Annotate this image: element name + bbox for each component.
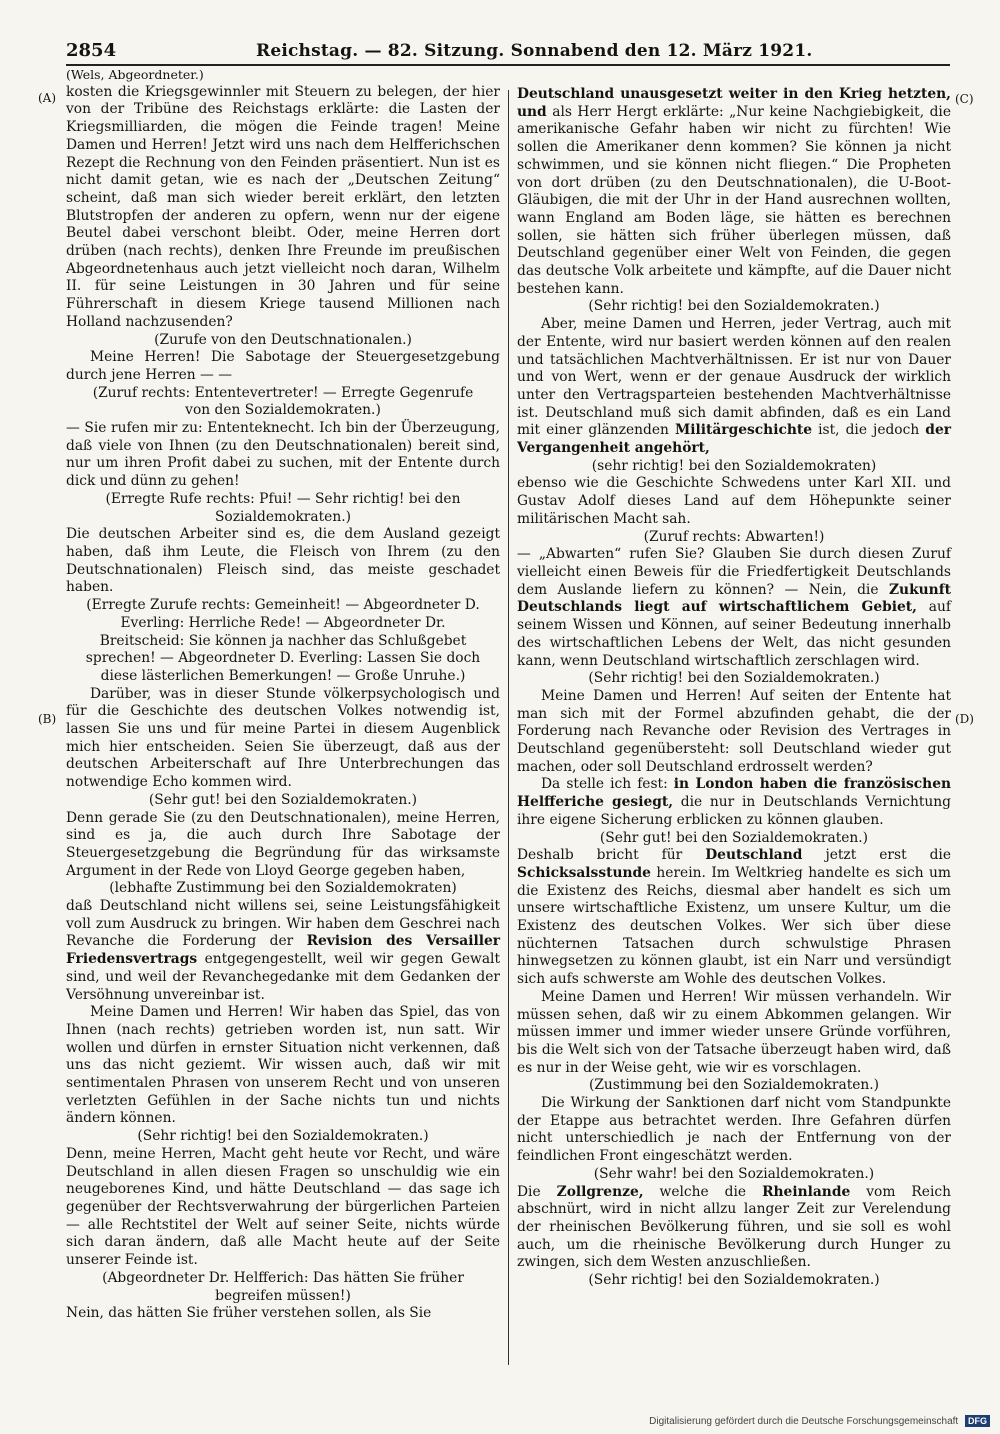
emphasis-text: in London haben die französischen Helfferiche gesiegt, bbox=[517, 776, 952, 811]
paragraph: Nein, das hätten Sie früher verstehen sollen, als Sie bbox=[66, 1305, 432, 1322]
paragraph: Meine Damen und Herren! Auf seiten der Entente hat man sich mit der Formel abzufinden gehabt, die der Forderung nach Revanche oder Revision des Vertrages in Deutschland gegenübersteht: soll Deutschland wieder gut machen, oder soll Deutschland erdrosselt werden? bbox=[517, 687, 951, 775]
margin-marker-c: (C) bbox=[955, 92, 974, 106]
page-number: 2854 bbox=[66, 40, 117, 61]
interjection: (Zuruf rechts: Ententevertreter! — Erregte Gegenrufe von den Sozialdemokraten.) bbox=[92, 384, 474, 419]
emphasis-text: Deutschland unausgesetzt weiter in den Krieg hetzten, und bbox=[517, 86, 951, 120]
emphasis-text: Militärgeschichte bbox=[675, 422, 813, 439]
paragraph: Die Wirkung der Sanktionen darf nicht vom Standpunkte der Etappe aus betrachtet werden. Ihre Gefahren dürfen nicht unterschiedlich je nach der Entfernung von der feindlichen Front eingeschätzt werden. bbox=[517, 1095, 951, 1165]
emphasis-text: der Vergangenheit angehört, bbox=[517, 422, 951, 457]
paragraph bbox=[66, 898, 500, 1004]
paragraph bbox=[517, 316, 951, 458]
paragraph: Denn, meine Herren, Macht geht heute vor Recht, und wäre Deutschland in allen diesen Fragen so unschuldig wie ein neugeborenes Kind, und hätte Deutschland — das sage ich gegenüber der Rechtsverwahrung der bürgerlichen Parteien — alle Rechtstitel der Welt auf seiner Seite, nichts würde sich daran ändern, daß alle Macht heute auf der Seite unserer Feinde ist. bbox=[66, 1145, 500, 1269]
interjection: (Sehr richtig! bei den Sozialdemokraten.) bbox=[588, 298, 880, 315]
column-divider bbox=[508, 90, 509, 1365]
margin-marker-d: (D) bbox=[955, 712, 974, 726]
page-header bbox=[66, 38, 950, 64]
text-run: Deshalb bricht für bbox=[517, 847, 683, 864]
interjection: (Sehr richtig! bei den Sozialdemokraten.) bbox=[137, 1128, 429, 1145]
paragraph: Die deutschen Arbeiter sind es, die dem Ausland gezeigt haben, daß ihm Leute, die Fleisch von Ihrem (zu den Deutschnationalen) Fleisch sind, das meiste geschadet haben. bbox=[66, 526, 500, 596]
text-run: Aber, meine Damen und Herren, jeder Vertrag, auch mit der Entente, wird nur basiert werden können auf den realen und tatsächlichen Machtverhältnissen. Er ist nur von Dauer und von Wert, wenn er der genaue Ausdruck der wirklich unter den Vertragsparteien bestehenden Machtverhältnisse ist. Deutschland muß sich damit abfinden, daß es ein Land mit einer glänzenden bbox=[517, 316, 951, 439]
digitization-credit bbox=[649, 1414, 990, 1430]
paragraph: kosten die Kriegsgewinnler mit Steuern zu belegen, der hier von der Tribüne des Reichstags erklärte: die Lasten der Kriegsmilliarden, die mögen die Feinde tragen! Meine Damen und Herren! Jetzt wird uns nach dem Helfferichschen Rezept die Rechnung von den Feinden präsentiert. Nun ist es nicht damit getan, wie es nach der „Deutschen Zeitung“ scheint, daß man sich wieder bereit erklärt, den letzten Blutstropfen der anderen zu opfern, wenn nur der eigene Beutel dabei verschont bleibt. Oder, meine Herren dort drüben (nach rechts), denken Ihre Freunde im preußischen Abgeordnetenhaus auch jetzt vielleicht noch daran, Wilhelm II. für seine Leistungen in 30 Jahren und für seine Führerschaft in diesem Kriege tausend Millionen nach Holland nachzusenden? bbox=[66, 83, 500, 330]
running-title: Reichstag. — 82. Sitzung. Sonnabend den 12. März 1921. bbox=[256, 41, 813, 61]
text-run: die nur in Deutschlands Vernichtung ihre eigene Sicherung erblicken zu können glauben. bbox=[517, 794, 951, 828]
speaker-label: (Wels, Abgeordneter.) bbox=[66, 67, 204, 82]
margin-marker-a: (A) bbox=[38, 91, 57, 105]
interjection: (Erregte Zurufe rechts: Gemeinheit! — Abgeordneter D. Everling: Herrliche Rede! — Abgeordneter Dr. Breitscheid: Sie können ja nachher das Schlußgebet sprechen! — Abgeordneter D. Everling: Lassen Sie doch diese lästerlichen Bemerkungen! — Große Unruhe.) bbox=[85, 597, 481, 684]
interjection: (lebhafte Zustimmung bei den Sozialdemokraten) bbox=[109, 880, 457, 897]
emphasis-text: Zollgrenze, bbox=[556, 1183, 644, 1200]
interjection: (Sehr gut! bei den Sozialdemokraten.) bbox=[599, 829, 869, 846]
paragraph bbox=[517, 847, 951, 989]
interjection: (Erregte Rufe rechts: Pfui! — Sehr richtig! bei den Sozialdemokraten.) bbox=[105, 490, 461, 525]
interjection: (Sehr richtig! bei den Sozialdemokraten.) bbox=[588, 670, 880, 687]
interjection: (Zurufe von den Deutschnationalen.) bbox=[154, 331, 412, 348]
paragraph bbox=[517, 776, 951, 829]
paragraph bbox=[517, 86, 951, 298]
paragraph: ebenso wie die Geschichte Schwedens unter Karl XII. und Gustav Adolf dieses Land auf dem Höhepunkte seiner militärischen Macht sah. bbox=[517, 475, 951, 527]
paragraph: Meine Damen und Herren! Wir müssen verhandeln. Wir müssen sehen, daß wir zu einem Abkommen gelangen. Wir müssen immer und immer wieder unsere Gründe vorführen, bis die Welt sich von der Tatsache überzeugt haben wird, daß es nur in der Weise geht, wie wir es vorschlagen. bbox=[517, 988, 951, 1076]
paragraph bbox=[517, 546, 951, 670]
emphasis-text: Rheinlande bbox=[762, 1183, 851, 1200]
text-run: Die bbox=[517, 1183, 541, 1200]
emphasis-text: Deutschland bbox=[705, 847, 803, 864]
text-run: jetzt erst die bbox=[825, 847, 952, 864]
text-run: vom Reich abschnürt, wird in nicht allzu langer Zeit zur Verelendung der rheinischen Bevölkerung führen, und sie soll es wohl auch, um die rheinische Bevölkerung durch Hunger zu zwingen, sich dem Westen anzuschließen. bbox=[517, 1183, 951, 1271]
paragraph: Meine Damen und Herren! Wir haben das Spiel, das von Ihnen (nach rechts) getrieben worden ist, nun satt. Wir wollen und dürfen in ernster Situation nicht verkennen, daß uns das nicht geziemt. Wir wissen auch, daß wir mit sentimentalen Phrasen von unserem Recht und von unseren verletzten Gefühlen in der Sache nichts tun und nichts ändern können. bbox=[66, 1004, 500, 1127]
interjection: (sehr richtig! bei den Sozialdemokraten) bbox=[591, 457, 877, 474]
interjection: (Sehr richtig! bei den Sozialdemokraten.) bbox=[588, 1272, 880, 1289]
dfg-logo: DFG bbox=[965, 1415, 990, 1427]
emphasis-text: Revision des Versailler Friedensvertrags bbox=[66, 933, 500, 968]
paragraph: Denn gerade Sie (zu den Deutschnationalen), meine Herren, sind es ja, die auch durch Ihre Sabotage der Steuergesetzgebung die Begründung für das wirksamste Argument in der Rede von Lloyd George gegeben haben, bbox=[66, 809, 500, 879]
text-run: herein. Im Weltkrieg handelte es sich um die Existenz des Reichs, diesmal aber handelt es sich um unsere wirtschaftliche Existenz, um unsere Kultur, um die Existenz des deutschen Volkes. Wer sich über diese nüchternen Tatsachen durch schwulstige Phrasen hinwegsetzen zu können glaubt, ist ein Narr und versündigt sich aufs schwerste am Wohle des deutschen Volkes. bbox=[517, 864, 951, 988]
interjection: (Sehr gut! bei den Sozialdemokraten.) bbox=[148, 791, 418, 808]
interjection: (Zustimmung bei den Sozialdemokraten.) bbox=[588, 1077, 880, 1094]
text-run: als Herr Hergt erklärte: „Nur keine Nachgiebigkeit, die amerikanische Gefahr haben wir nicht zu fürchten! Wie sollen die Amerikaner denn kommen? Sie können ja nicht schwimmen, und sie können nicht fliegen.“ Die Propheten von dort drüben (zu den Deutschnationalen), die U-Boot-Gläubigen, die mit der Uhr in der Hand ausrechnen wollten, wann England am Boden läge, sie hätten es berechnen sollen, sie hätten sich früher überlegen müssen, daß Deutschland gegenüber einer Welt von Feinden, die gegen das deutsche Volk arbeitete und kämpfte, auf die Dauer nicht bestehen kann. bbox=[517, 103, 951, 297]
paragraph: Meine Herren! Die Sabotage der Steuergesetzgebung durch jene Herren — — bbox=[66, 349, 500, 383]
interjection: (Abgeordneter Dr. Helfferich: Das hätten Sie früher begreifen müssen!) bbox=[102, 1269, 464, 1304]
text-run: — „Abwarten“ rufen Sie? Glauben Sie durch diesen Zuruf vielleicht einen Beweis für die Friedfertigkeit Deutschlands dem Auslande liefern zu können? — Nein, die bbox=[517, 546, 951, 598]
paragraph bbox=[517, 1184, 951, 1273]
interjection: (Sehr wahr! bei den Sozialdemokraten.) bbox=[593, 1165, 875, 1182]
paragraph: Darüber, was in dieser Stunde völkerpsychologisch und für die Geschichte des deutschen Volkes notwendig ist, lassen Sie uns und für meine Partei in diesem Augenblick mich hier entscheiden. Seien Sie überzeugt, daß aus der deutschen Arbeiterschaft auf Ihre Unterbrechungen das notwendige Echo kommen wird. bbox=[66, 685, 500, 791]
margin-marker-b: (B) bbox=[38, 712, 57, 726]
text-run: entgegengestellt, weil wir gegen Gewalt sind, und weil der Revanchegedanke mit dem Gedanken der Versöhnung unvereinbar ist. bbox=[66, 951, 500, 1003]
emphasis-text: Schicksalsstunde bbox=[517, 864, 651, 881]
text-run: welche die bbox=[659, 1183, 747, 1200]
left-column bbox=[66, 66, 500, 1323]
text-run: daß Deutschland nicht willens sei, seine Leistungsfähigkeit voll zum Ausdruck zu bringen. Wir haben dem Geschrei nach Revanche die Forderung der bbox=[66, 898, 500, 950]
paragraph: — Sie rufen mir zu: Ententeknecht. Ich bin der Überzeugung, daß viele von Ihnen (zu den Deutschnationalen) bereit sind, nur um ihren Profit dabei zu suchen, mit der Entente durch dick und dünn zu gehen! bbox=[66, 420, 500, 490]
credit-text: Digitalisierung gefördert durch die Deutsche Forschungsgemeinschaft bbox=[649, 1416, 959, 1427]
text-run: ist, die jedoch bbox=[818, 422, 920, 439]
text-run: Da stelle ich fest: bbox=[541, 776, 668, 793]
interjection: (Zuruf rechts: Abwarten!) bbox=[643, 528, 825, 545]
emphasis-text: Zukunft Deutschlands liegt auf wirtschaftlichem Gebiet, bbox=[517, 581, 952, 616]
right-column bbox=[517, 86, 951, 1290]
text-run: auf seinem Wissen und Können, auf seiner Bedeutung innerhalb des wirtschaftlichen Lebens der Welt, das nicht gesunden kann, wenn Deutschland wirtschaftlich zerschlagen wird. bbox=[517, 599, 951, 669]
